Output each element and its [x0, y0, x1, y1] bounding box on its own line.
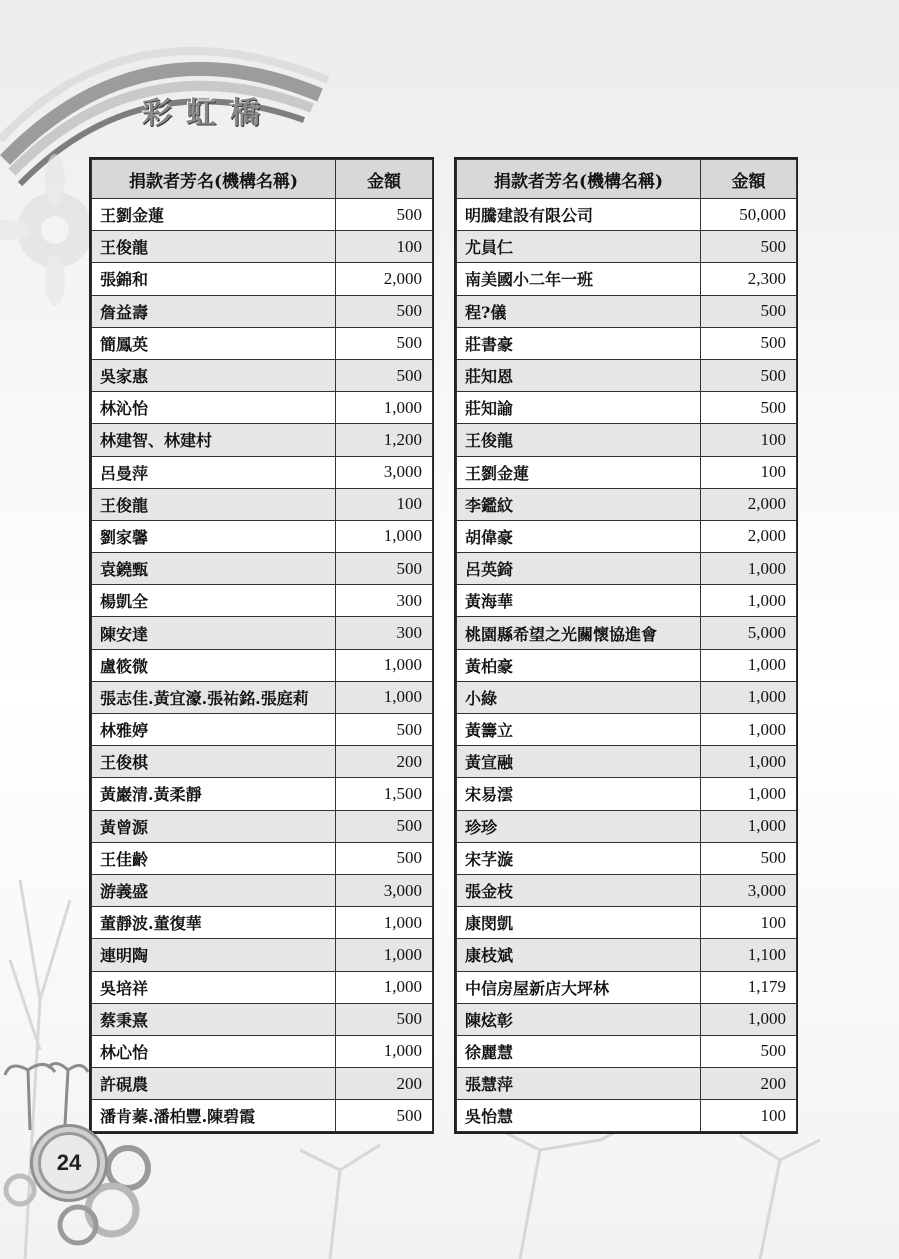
table-row: [92, 1068, 433, 1100]
amount-cell: 1,000: [336, 520, 433, 552]
table-row: [457, 939, 797, 971]
amount-cell: 1,000: [701, 778, 797, 810]
amount-cell: 2,300: [701, 263, 797, 295]
table-row: [92, 231, 433, 263]
table-row: [92, 746, 433, 778]
table-row: [92, 714, 433, 746]
amount-cell: 500: [336, 199, 433, 231]
table-row: [92, 778, 433, 810]
donor-name-cell: 宋易澐: [457, 778, 701, 810]
donor-name-cell: 王劉金蓮: [92, 199, 336, 231]
table-row: [457, 971, 797, 1003]
table-row: [457, 746, 797, 778]
donor-name-cell: 明騰建設有限公司: [457, 199, 701, 231]
donor-name-cell: 王俊棋: [92, 746, 336, 778]
amount-cell: 100: [701, 424, 797, 456]
amount-cell: 1,000: [701, 649, 797, 681]
amount-cell: 100: [701, 1100, 797, 1132]
donor-name-cell: 黃柏豪: [457, 649, 701, 681]
amount-cell: 500: [336, 1100, 433, 1132]
donor-name-cell: 盧筱微: [92, 649, 336, 681]
amount-cell: 500: [336, 1003, 433, 1035]
table-row: [92, 295, 433, 327]
table-row: [92, 874, 433, 906]
amount-cell: 1,200: [336, 424, 433, 456]
amount-cell: 500: [701, 359, 797, 391]
amount-cell: 2,000: [336, 263, 433, 295]
table-row: [92, 424, 433, 456]
flower-icon: [0, 154, 93, 306]
amount-cell: 500: [701, 392, 797, 424]
amount-cell: 1,000: [336, 939, 433, 971]
table-row: [92, 520, 433, 552]
amount-cell: 1,000: [336, 392, 433, 424]
donor-name-cell: 黃巖清.黃柔靜: [92, 778, 336, 810]
amount-cell: 3,000: [336, 874, 433, 906]
table-row: [457, 617, 797, 649]
amount-cell: 3,000: [336, 456, 433, 488]
table-header-row: [457, 160, 797, 199]
donor-name-cell: 黃籌立: [457, 714, 701, 746]
table-row: [457, 456, 797, 488]
amount-cell: 1,500: [336, 778, 433, 810]
table-row: [457, 1068, 797, 1100]
donor-name-cell: 康枝斌: [457, 939, 701, 971]
donor-name-cell: 劉家馨: [92, 520, 336, 552]
amount-cell: 2,000: [701, 488, 797, 520]
column-header-amount: 金額: [336, 160, 433, 199]
donor-name-cell: 吳怡慧: [457, 1100, 701, 1132]
table-row: [457, 327, 797, 359]
amount-cell: 1,000: [336, 907, 433, 939]
table-row: [92, 263, 433, 295]
amount-cell: 200: [336, 746, 433, 778]
table-row: [92, 842, 433, 874]
donor-name-cell: 林心怡: [92, 1035, 336, 1067]
table-row: [457, 714, 797, 746]
column-header-name: 捐款者芳名(機構名稱): [457, 160, 701, 199]
table-row: [92, 971, 433, 1003]
donor-name-cell: 簡鳳英: [92, 327, 336, 359]
page-number-badge: [38, 1132, 100, 1194]
donor-name-cell: 莊知恩: [457, 359, 701, 391]
donor-name-cell: 莊知諭: [457, 392, 701, 424]
amount-cell: 300: [336, 585, 433, 617]
donor-name-cell: 徐麗慧: [457, 1035, 701, 1067]
amount-cell: 1,179: [701, 971, 797, 1003]
page-title: 彩虹橋: [142, 96, 274, 131]
donor-name-cell: 珍珍: [457, 810, 701, 842]
table-row: [92, 199, 433, 231]
table-row: [457, 810, 797, 842]
donor-name-cell: 董靜波.董復華: [92, 907, 336, 939]
table-row: [92, 392, 433, 424]
amount-cell: 1,000: [701, 714, 797, 746]
table-row: [457, 520, 797, 552]
donor-name-cell: 王佳齡: [92, 842, 336, 874]
amount-cell: 500: [336, 714, 433, 746]
amount-cell: 100: [336, 231, 433, 263]
table-row: [92, 456, 433, 488]
amount-cell: 1,000: [336, 971, 433, 1003]
table-row: [92, 617, 433, 649]
donor-name-cell: 潘肯蓁.潘柏豐.陳碧霞: [92, 1100, 336, 1132]
donor-name-cell: 張慧萍: [457, 1068, 701, 1100]
donor-name-cell: 黃曾源: [92, 810, 336, 842]
amount-cell: 500: [336, 810, 433, 842]
amount-cell: 500: [336, 327, 433, 359]
amount-cell: 1,000: [336, 1035, 433, 1067]
donor-name-cell: 楊凱全: [92, 585, 336, 617]
donor-table-left: [89, 157, 434, 1134]
amount-cell: 50,000: [701, 199, 797, 231]
table-row: [457, 1003, 797, 1035]
table-row: [92, 907, 433, 939]
donor-name-cell: 連明陶: [92, 939, 336, 971]
table-row: [457, 392, 797, 424]
donor-name-cell: 宋芓漩: [457, 842, 701, 874]
table-row: [457, 553, 797, 585]
table-row: [92, 810, 433, 842]
table-row: [457, 585, 797, 617]
amount-cell: 1,000: [336, 649, 433, 681]
table-row: [92, 1100, 433, 1132]
donor-name-cell: 康閔凱: [457, 907, 701, 939]
table-row: [457, 263, 797, 295]
amount-cell: 1,000: [701, 681, 797, 713]
table-row: [92, 939, 433, 971]
amount-cell: 500: [701, 1035, 797, 1067]
donor-table-right: [454, 157, 798, 1134]
donor-name-cell: 張志佳.黃宜濠.張祐銘.張庭莉: [92, 681, 336, 713]
amount-cell: 300: [336, 617, 433, 649]
column-header-amount: 金額: [701, 160, 797, 199]
table-row: [457, 907, 797, 939]
donor-name-cell: 尤員仁: [457, 231, 701, 263]
donor-name-cell: 黃海華: [457, 585, 701, 617]
amount-cell: 500: [701, 231, 797, 263]
page-number: 24: [56, 1150, 82, 1175]
column-header-name: 捐款者芳名(機構名稱): [92, 160, 336, 199]
table-header-row: [92, 160, 433, 199]
donor-name-cell: 游義盛: [92, 874, 336, 906]
amount-cell: 1,000: [701, 746, 797, 778]
donor-name-cell: 中信房屋新店大坪林: [457, 971, 701, 1003]
donor-name-cell: 吳培祥: [92, 971, 336, 1003]
donor-name-cell: 程?儀: [457, 295, 701, 327]
donor-name-cell: 林雅婷: [92, 714, 336, 746]
table-row: [457, 681, 797, 713]
amount-cell: 100: [701, 907, 797, 939]
donor-name-cell: 蔡秉熹: [92, 1003, 336, 1035]
donor-name-cell: 袁鐃甄: [92, 553, 336, 585]
donor-name-cell: 南美國小二年一班: [457, 263, 701, 295]
amount-cell: 500: [701, 842, 797, 874]
amount-cell: 500: [336, 359, 433, 391]
amount-cell: 1,000: [701, 585, 797, 617]
table-row: [457, 1100, 797, 1132]
table-row: [92, 488, 433, 520]
table-row: [92, 649, 433, 681]
amount-cell: 200: [701, 1068, 797, 1100]
table-row: [92, 1003, 433, 1035]
amount-cell: 500: [701, 327, 797, 359]
amount-cell: 3,000: [701, 874, 797, 906]
donor-name-cell: 小綠: [457, 681, 701, 713]
amount-cell: 100: [336, 488, 433, 520]
donor-name-cell: 詹益壽: [92, 295, 336, 327]
table-row: [457, 842, 797, 874]
donor-name-cell: 莊書豪: [457, 327, 701, 359]
amount-cell: 500: [336, 842, 433, 874]
amount-cell: 1,000: [336, 681, 433, 713]
table-row: [457, 778, 797, 810]
table-row: [457, 424, 797, 456]
donor-name-cell: 王俊龍: [457, 424, 701, 456]
donor-name-cell: 王劉金蓮: [457, 456, 701, 488]
table-row: [457, 488, 797, 520]
donor-name-cell: 張錦和: [92, 263, 336, 295]
donor-name-cell: 王俊龍: [92, 231, 336, 263]
amount-cell: 500: [701, 295, 797, 327]
table-row: [92, 681, 433, 713]
table-row: [92, 359, 433, 391]
amount-cell: 2,000: [701, 520, 797, 552]
donor-name-cell: 許硯農: [92, 1068, 336, 1100]
donor-name-cell: 胡偉豪: [457, 520, 701, 552]
table-row: [92, 553, 433, 585]
amount-cell: 1,000: [701, 810, 797, 842]
table-row: [457, 199, 797, 231]
amount-cell: 100: [701, 456, 797, 488]
amount-cell: 500: [336, 295, 433, 327]
table-row: [457, 295, 797, 327]
donor-name-cell: 陳安達: [92, 617, 336, 649]
amount-cell: 5,000: [701, 617, 797, 649]
amount-cell: 1,100: [701, 939, 797, 971]
amount-cell: 200: [336, 1068, 433, 1100]
donor-name-cell: 呂英錡: [457, 553, 701, 585]
donor-name-cell: 林建智、林建村: [92, 424, 336, 456]
donor-name-cell: 黃宣融: [457, 746, 701, 778]
donor-name-cell: 桃園縣希望之光關懷協進會: [457, 617, 701, 649]
donor-name-cell: 王俊龍: [92, 488, 336, 520]
donor-name-cell: 呂曼萍: [92, 456, 336, 488]
donor-name-cell: 吳家惠: [92, 359, 336, 391]
amount-cell: 1,000: [701, 1003, 797, 1035]
amount-cell: 1,000: [701, 553, 797, 585]
table-row: [457, 231, 797, 263]
table-row: [92, 585, 433, 617]
table-row: [457, 1035, 797, 1067]
donor-name-cell: 林沁怡: [92, 392, 336, 424]
donor-name-cell: 張金枝: [457, 874, 701, 906]
table-row: [457, 359, 797, 391]
table-row: [457, 649, 797, 681]
plant-icon: [5, 1063, 88, 1130]
table-row: [457, 874, 797, 906]
donor-name-cell: 陳炫彰: [457, 1003, 701, 1035]
table-row: [92, 327, 433, 359]
donor-name-cell: 李鑑紋: [457, 488, 701, 520]
table-row: [92, 1035, 433, 1067]
amount-cell: 500: [336, 553, 433, 585]
